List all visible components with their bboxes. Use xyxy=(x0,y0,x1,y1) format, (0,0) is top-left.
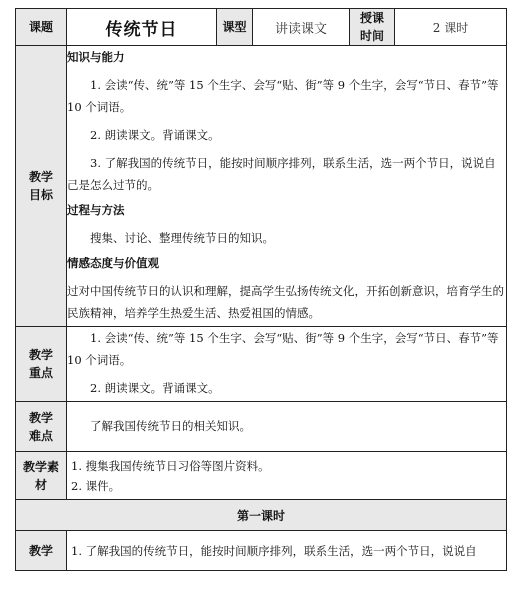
teaching-time-value: 2 课时 xyxy=(395,9,507,46)
teaching-time-label-line2: 时间 xyxy=(359,29,384,43)
attitude-item-1: 过对中国传统节日的认识和理解，提高学生弘扬传统文化，开拓创新意识，培育学生的民族精神，培养学生热爱生活、热爱祖国的情感。 xyxy=(67,284,504,320)
difficulty-row xyxy=(16,402,507,452)
header-row xyxy=(16,9,507,46)
objectives-row xyxy=(16,46,507,327)
first-lesson-item-1: 1. 了解我国的传统节日，能按时间顺序排列，联系生活，选一两个节日，说说自 xyxy=(71,543,477,558)
attitude-heading: 情感态度与价值观 xyxy=(67,256,159,270)
difficulty-item-1: 了解我国传统节日的相关知识。 xyxy=(90,418,251,433)
difficulty-label-line1: 教学 xyxy=(28,410,53,425)
teaching-time-label-line1: 授课 xyxy=(359,11,384,25)
focus-label xyxy=(16,327,67,402)
topic-label: 课题 xyxy=(16,9,67,46)
knowledge-item-3: 3. 了解我国的传统节日，能按时间顺序排列，联系生活，选一两个节日，说说自己是怎么过节的。 xyxy=(67,156,496,192)
lesson-type-label: 课型 xyxy=(217,9,253,46)
materials-label-line2: 材 xyxy=(34,477,47,492)
objectives-label-line2: 目标 xyxy=(28,188,53,202)
materials-item-2: 2. 课件。 xyxy=(71,478,121,493)
focus-content xyxy=(67,327,507,402)
lesson-type-value: 讲读课文 xyxy=(253,9,350,46)
first-lesson-bar: 第一课时 xyxy=(16,500,507,531)
first-lesson-bar-row xyxy=(16,500,507,531)
first-lesson-content xyxy=(67,531,507,571)
difficulty-label xyxy=(16,402,67,452)
topic-value: 传统节日 xyxy=(67,9,217,46)
difficulty-label-line2: 难点 xyxy=(28,428,53,443)
objectives-content xyxy=(67,46,507,327)
materials-row xyxy=(16,452,507,500)
focus-item-2: 2. 朗读课文。背诵课文。 xyxy=(90,381,220,395)
knowledge-item-1: 1. 会读“传、统”等 15 个生字、会写“贴、街”等 9 个生字，会写“节日、春节”等 10 个词语。 xyxy=(67,78,499,114)
materials-item-1: 1. 搜集我国传统节日习俗等图片资料。 xyxy=(71,458,270,473)
lesson-plan-table xyxy=(15,8,507,571)
process-heading: 过程与方法 xyxy=(67,203,125,217)
objectives-label-line1: 教学 xyxy=(28,170,53,184)
materials-content xyxy=(67,452,507,500)
difficulty-content xyxy=(67,402,507,452)
focus-label-line2: 重点 xyxy=(28,366,53,380)
focus-label-line1: 教学 xyxy=(28,348,53,362)
knowledge-item-2: 2. 朗读课文。背诵课文。 xyxy=(90,128,220,142)
first-lesson-label: 教学 xyxy=(16,531,67,571)
materials-label xyxy=(16,452,67,500)
process-item-1: 搜集、讨论、整理传统节日的知识。 xyxy=(90,231,274,245)
objectives-label xyxy=(16,46,67,327)
materials-label-line1: 教学素 xyxy=(22,459,59,474)
teaching-time-label xyxy=(350,9,395,46)
first-lesson-row xyxy=(16,531,507,571)
focus-item-1: 1. 会读“传、统”等 15 个生字、会写“贴、街”等 9 个生字，会写“节日、春节”等 10 个词语。 xyxy=(67,331,499,367)
focus-row xyxy=(16,327,507,402)
knowledge-heading: 知识与能力 xyxy=(67,50,125,64)
